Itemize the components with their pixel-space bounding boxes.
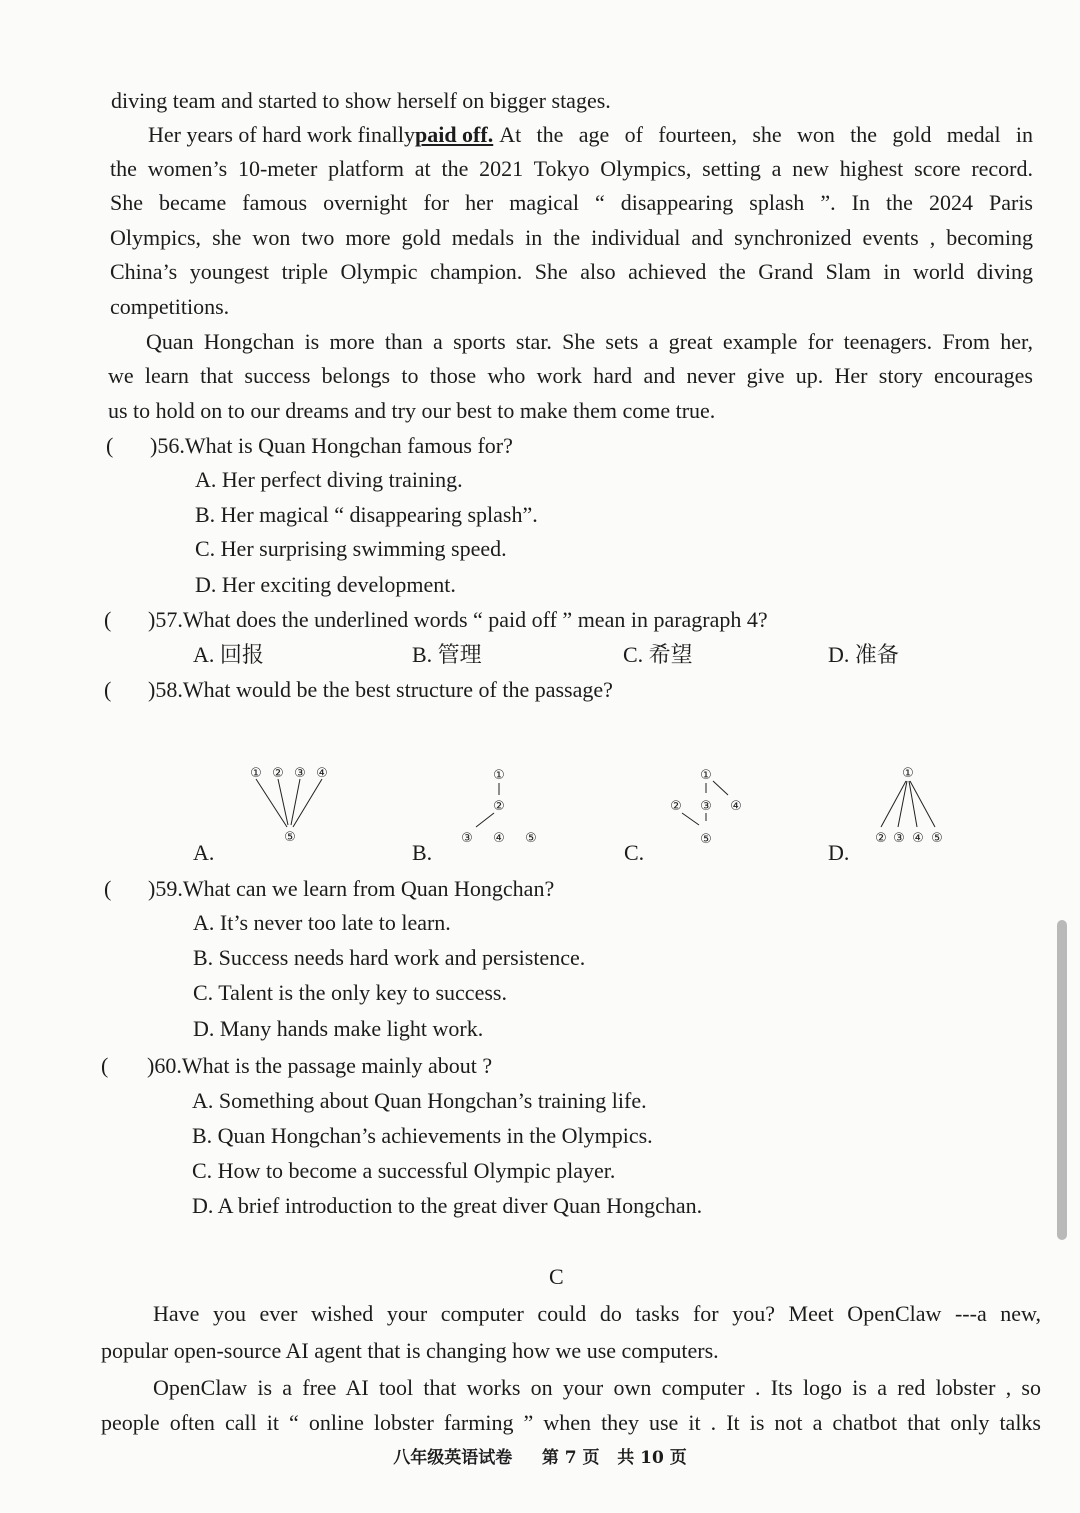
text-line: we learn that success belongs to those who work hard and never give up. Her story encourages	[108, 363, 1033, 388]
section-heading: C	[549, 1264, 564, 1289]
text-span: Her years of hard work finally	[148, 122, 415, 147]
node: ①	[902, 766, 914, 781]
text-line: diving team and started to show herself on bigger stages.	[111, 88, 611, 113]
text-line: competitions.	[110, 294, 230, 319]
node: ①	[700, 768, 712, 783]
text-line: us to hold on to our dreams and try our best to make them come true.	[108, 398, 716, 423]
text-line: China’s youngest triple Olympic champion. She also achieved the Grand Slam in world diving	[110, 259, 1033, 284]
answer-paren[interactable]: (	[104, 677, 112, 702]
page-number: 第 7 页	[541, 1448, 600, 1468]
structure-diagram-b	[450, 755, 550, 850]
option-c: C. Her surprising swimming speed.	[195, 536, 507, 561]
option-c: C.	[624, 840, 645, 865]
node: ③	[893, 831, 905, 846]
page-total: 共 10 页	[617, 1448, 687, 1468]
option-d: D. 准备	[828, 642, 899, 667]
option-b: B. 管理	[412, 642, 482, 667]
answer-paren[interactable]: (	[104, 607, 112, 632]
node: ④	[730, 799, 742, 814]
structure-diagram-d	[860, 755, 960, 850]
option-d: D. Many hands make light work.	[193, 1016, 484, 1041]
node: ③	[700, 799, 712, 814]
node: ③	[294, 766, 306, 781]
node: ②	[875, 831, 887, 846]
option-c: C. 希望	[623, 642, 693, 667]
node: ④	[912, 831, 924, 846]
option-c: C. How to become a successful Olympic player.	[192, 1158, 616, 1183]
option-a: A. Something about Quan Hongchan’s training life.	[192, 1088, 647, 1113]
node: ④	[493, 831, 505, 846]
underlined-phrase: paid off.	[414, 122, 494, 147]
text-line: Have you ever wished your computer could do tasks for you? Meet OpenClaw ---a new,	[153, 1301, 1041, 1326]
option-b: B. Success needs hard work and persistence.	[193, 945, 586, 970]
exam-title: 八年级英语试卷	[393, 1448, 513, 1468]
scrollbar-thumb[interactable]	[1057, 920, 1067, 1240]
question-text: )56.What is Quan Hongchan famous for?	[150, 433, 513, 458]
text-line: She became famous overnight for her magical “ disappearing splash ”. In the 2024 Paris	[110, 190, 1033, 215]
text-line	[148, 120, 1033, 150]
node: ④	[316, 766, 328, 781]
question-text: )57.What does the underlined words “ paid off ” mean in paragraph 4?	[148, 607, 768, 632]
option-d: D. Her exciting development.	[195, 572, 456, 597]
text-line: Olympics, she won two more gold medals in the individual and synchronized events , becoming	[110, 225, 1033, 250]
node: ①	[250, 766, 262, 781]
text-span: At the age of fourteen, she won the gold medal in	[499, 122, 1033, 147]
node: ②	[493, 799, 505, 814]
option-a: A. Her perfect diving training.	[195, 467, 463, 492]
structure-diagram-c	[655, 755, 755, 850]
text-line: the women’s 10-meter platform at the 2021 Tokyo Olympics, setting a new highest score record.	[110, 156, 1033, 181]
option-d: D. A brief introduction to the great diver Quan Hongchan.	[192, 1193, 703, 1218]
text-line: OpenClaw is a free AI tool that works on your own computer . Its logo is a red lobster , so	[153, 1375, 1041, 1400]
node: ⑤	[284, 830, 296, 845]
option-a: A. 回报	[193, 642, 264, 667]
node: ①	[493, 768, 505, 783]
answer-paren[interactable]: (	[101, 1053, 109, 1078]
option-a: A.	[193, 840, 215, 865]
page-footer	[0, 1443, 1080, 1468]
text-line: popular open-source AI agent that is changing how we use computers.	[101, 1338, 719, 1363]
option-b: B.	[412, 840, 433, 865]
node: ⑤	[525, 831, 537, 846]
node: ⑤	[931, 831, 943, 846]
node: ②	[272, 766, 284, 781]
question-text: )59.What can we learn from Quan Hongchan?	[148, 876, 555, 901]
answer-paren[interactable]: (	[104, 876, 112, 901]
option-c: C. Talent is the only key to success.	[193, 980, 507, 1005]
option-b: B. Quan Hongchan’s achievements in the Olympics.	[192, 1123, 653, 1148]
node: ⑤	[700, 832, 712, 847]
node: ②	[670, 799, 682, 814]
structure-diagram-a	[240, 755, 340, 850]
text-line: people often call it “ online lobster farming ” when they use it . It is not a chatbot that only talks	[101, 1410, 1041, 1435]
node: ③	[461, 831, 473, 846]
question-text: )58.What would be the best structure of the passage?	[148, 677, 613, 702]
text-line: Quan Hongchan is more than a sports star. She sets a great example for teenagers. From her,	[146, 329, 1033, 354]
question-text: )60.What is the passage mainly about ?	[147, 1053, 493, 1078]
option-b: B. Her magical “ disappearing splash”.	[195, 502, 538, 527]
option-a: A. It’s never too late to learn.	[193, 910, 451, 935]
option-d: D.	[828, 840, 850, 865]
answer-paren[interactable]: (	[106, 433, 114, 458]
